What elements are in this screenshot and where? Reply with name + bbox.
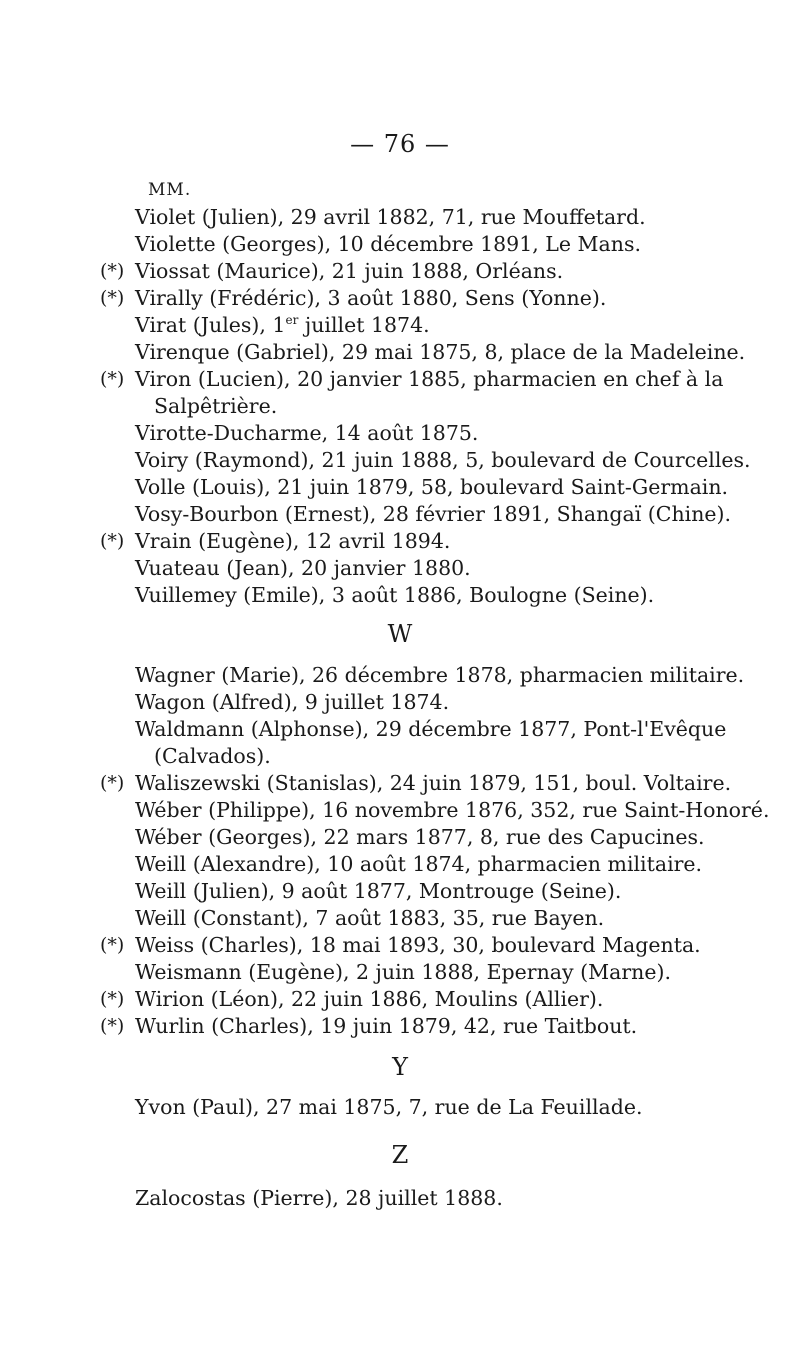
entry-list (0, 1094, 800, 1121)
entry-text: Wirion (Léon), 22 juin 1886, Moulins (Allier). (135, 987, 604, 1011)
entry-text: Violette (Georges), 10 décembre 1891, Le Mans. (135, 232, 642, 256)
list-item (0, 824, 800, 851)
list-item (0, 662, 800, 689)
section-letter-w: W (387, 620, 413, 648)
list-item (0, 959, 800, 986)
entry-text: Vosy-Bourbon (Ernest), 28 février 1891, Shangaï (Chine). (135, 502, 732, 526)
list-item (0, 285, 800, 312)
entry-text: Weiss (Charles), 18 mai 1893, 30, boulevard Magenta. (135, 933, 701, 957)
entry-text: Virotte-Ducharme, 14 août 1875. (135, 421, 479, 445)
entry-text: Virat (Jules), 1er juillet 1874. (135, 313, 430, 337)
entry-text: Virally (Frédéric), 3 août 1880, Sens (Yonne). (135, 286, 607, 310)
list-item (0, 986, 800, 1013)
list-item (0, 716, 800, 743)
entry-text: (Calvados). (154, 744, 271, 768)
asterisk-marker: (*) (100, 368, 125, 390)
section-letter-z: Z (391, 1141, 409, 1169)
entry-text: Weismann (Eugène), 2 juin 1888, Epernay (Marne). (135, 960, 671, 984)
entry-text: Waliszewski (Stanislas), 24 juin 1879, 151, boul. Voltaire. (135, 771, 732, 795)
list-item (0, 258, 800, 285)
entry-text: Wéber (Georges), 22 mars 1877, 8, rue des Capucines. (135, 825, 705, 849)
list-item (0, 339, 800, 366)
section-letter-y: Y (392, 1053, 408, 1081)
prefix-label: MM. (148, 180, 192, 200)
list-item (0, 474, 800, 501)
entry-text: Yvon (Paul), 27 mai 1875, 7, rue de La Feuillade. (135, 1095, 643, 1119)
list-item (0, 878, 800, 905)
asterisk-marker: (*) (100, 772, 125, 794)
list-item (0, 905, 800, 932)
entry-text: Salpêtrière. (154, 394, 278, 418)
entry-list (0, 1185, 800, 1212)
page-number: — 76 — (350, 130, 450, 158)
list-item (0, 1013, 800, 1040)
entry-text: Viossat (Maurice), 21 juin 1888, Orléans. (135, 259, 564, 283)
entry-text: Vuillemey (Emile), 3 août 1886, Boulogne (Seine). (135, 583, 655, 607)
list-item (0, 851, 800, 878)
entry-text: Volle (Louis), 21 juin 1879, 58, boulevard Saint-Germain. (135, 475, 729, 499)
list-item (0, 528, 800, 555)
list-item (0, 555, 800, 582)
list-item (0, 1185, 800, 1212)
entry-list (0, 662, 800, 1040)
list-item (0, 231, 800, 258)
entry-text: Weill (Julien), 9 août 1877, Montrouge (Seine). (135, 879, 622, 903)
list-item (0, 204, 800, 231)
list-item (0, 689, 800, 716)
asterisk-marker: (*) (100, 287, 125, 309)
asterisk-marker: (*) (100, 1015, 125, 1037)
entry-text: Wurlin (Charles), 19 juin 1879, 42, rue Taitbout. (135, 1014, 638, 1038)
entry-text: Zalocostas (Pierre), 28 juillet 1888. (135, 1186, 503, 1210)
entry-text: Waldmann (Alphonse), 29 décembre 1877, Pont-l'Evêque (135, 717, 727, 741)
list-item (0, 447, 800, 474)
list-item (0, 366, 800, 393)
entry-text: Wagon (Alfred), 9 juillet 1874. (135, 690, 450, 714)
asterisk-marker: (*) (100, 260, 125, 282)
entry-text: Wagner (Marie), 26 décembre 1878, pharmacien militaire. (135, 663, 745, 687)
list-item (0, 1094, 800, 1121)
entry-text: Vrain (Eugène), 12 avril 1894. (135, 529, 451, 553)
entry-text: Weill (Alexandre), 10 août 1874, pharmacien militaire. (135, 852, 703, 876)
entry-text: Wéber (Philippe), 16 novembre 1876, 352, rue Saint-Honoré. (135, 798, 770, 822)
entry-continuation (0, 393, 800, 420)
entry-text: Voiry (Raymond), 21 juin 1888, 5, boulevard de Courcelles. (135, 448, 751, 472)
entry-text: Viron (Lucien), 20 janvier 1885, pharmacien en chef à la (135, 367, 724, 391)
entry-continuation (0, 743, 800, 770)
list-item (0, 932, 800, 959)
asterisk-marker: (*) (100, 988, 125, 1010)
list-item (0, 582, 800, 609)
list-item (0, 420, 800, 447)
entry-list (0, 204, 800, 609)
list-item (0, 312, 800, 339)
entry-text: Vuateau (Jean), 20 janvier 1880. (135, 556, 471, 580)
entry-text: Weill (Constant), 7 août 1883, 35, rue Bayen. (135, 906, 605, 930)
list-item (0, 797, 800, 824)
asterisk-marker: (*) (100, 530, 125, 552)
entry-text: Violet (Julien), 29 avril 1882, 71, rue Mouffetard. (135, 205, 646, 229)
list-item (0, 501, 800, 528)
entry-text: Virenque (Gabriel), 29 mai 1875, 8, place de la Madeleine. (135, 340, 746, 364)
list-item (0, 770, 800, 797)
asterisk-marker: (*) (100, 934, 125, 956)
